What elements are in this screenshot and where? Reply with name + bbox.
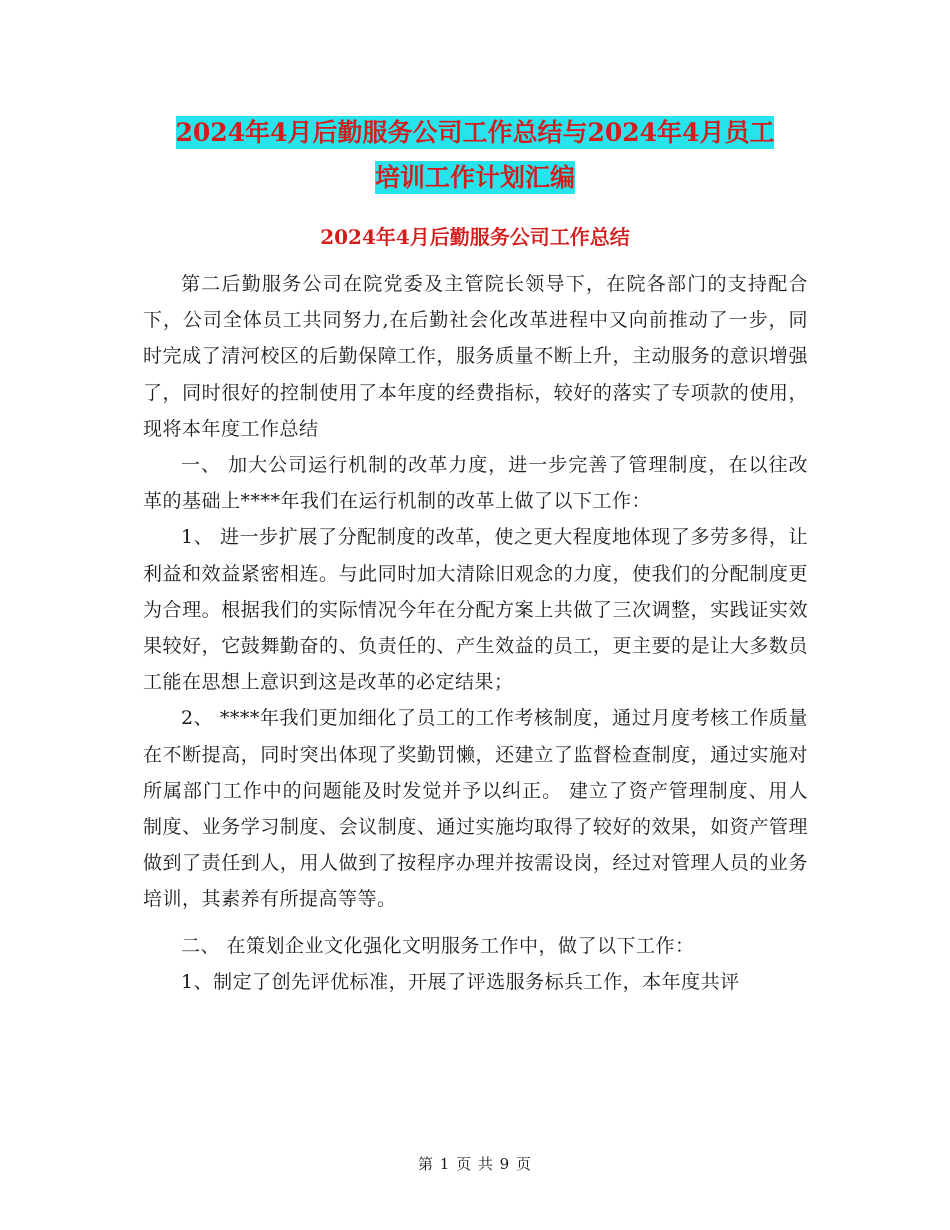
paragraph-section-1: 一、 加大公司运行机制的改革力度，进一步完善了管理制度，在以往改革的基础上****年我们在运行机制的改革上做了以下工作： <box>143 454 808 513</box>
paragraph-item-1: 1、 进一步扩展了分配制度的改革，使之更大程度地体现了多劳多得，让利益和效益紧密相连。与此同时加大清除旧观念的力度，使我们的分配制度更为合理。根据我们的实际情况今年在分配方案上共做了三次调整，实践证实效果较好，它鼓舞勤奋的、负责任的、产生效益的员工，更主要的是让大多数员工能在思想上意识到这是改革的必定结果； <box>143 526 808 694</box>
main-title-line-1: 2024年4月后勤服务公司工作总结与2024年4月员工 <box>175 118 775 147</box>
document-main-title <box>140 110 810 200</box>
document-body <box>143 266 808 1000</box>
main-title-line-2: 培训工作计划汇编 <box>374 163 575 192</box>
section-title: 2024年4月后勤服务公司工作总结 <box>320 225 630 249</box>
paragraph-section-2: 二、 在策划企业文化强化文明服务工作中，做了以下工作： <box>181 934 695 957</box>
paragraph-item-2-1: 1、制定了创先评优标准，开展了评选服务标兵工作，本年度共评 <box>181 970 740 993</box>
paragraph-intro: 第二后勤服务公司在院党委及主管院长领导下，在院各部门的支持配合下，公司全体员工共同努力,在后勤社会化改革进程中又向前推动了一步，同时完成了清河校区的后勤保障工作，服务质量不断上升，主动服务的意识增强了，同时很好的控制使用了本年度的经费指标，较好的落实了专项款的使用，现将本年度工作总结 <box>143 273 808 440</box>
paragraph-item-2: 2、 ****年我们更加细化了员工的工作考核制度，通过月度考核工作质量在不断提高，同时突出体现了奖勤罚懒，还建立了监督检查制度，通过实施对所属部门工作中的问题能及时发觉并予以纠正。 建立了资产管理制度、用人制度、业务学习制度、会议制度、通过实施均取得了较好的效果，如资产管理做到了责任到人，用人做到了按程序办理并按需设岗，经过对管理人员的业务培训，其素养有所提高等等。 <box>143 707 808 911</box>
page-footer: 第 1 页 共 9 页 <box>418 1155 532 1173</box>
